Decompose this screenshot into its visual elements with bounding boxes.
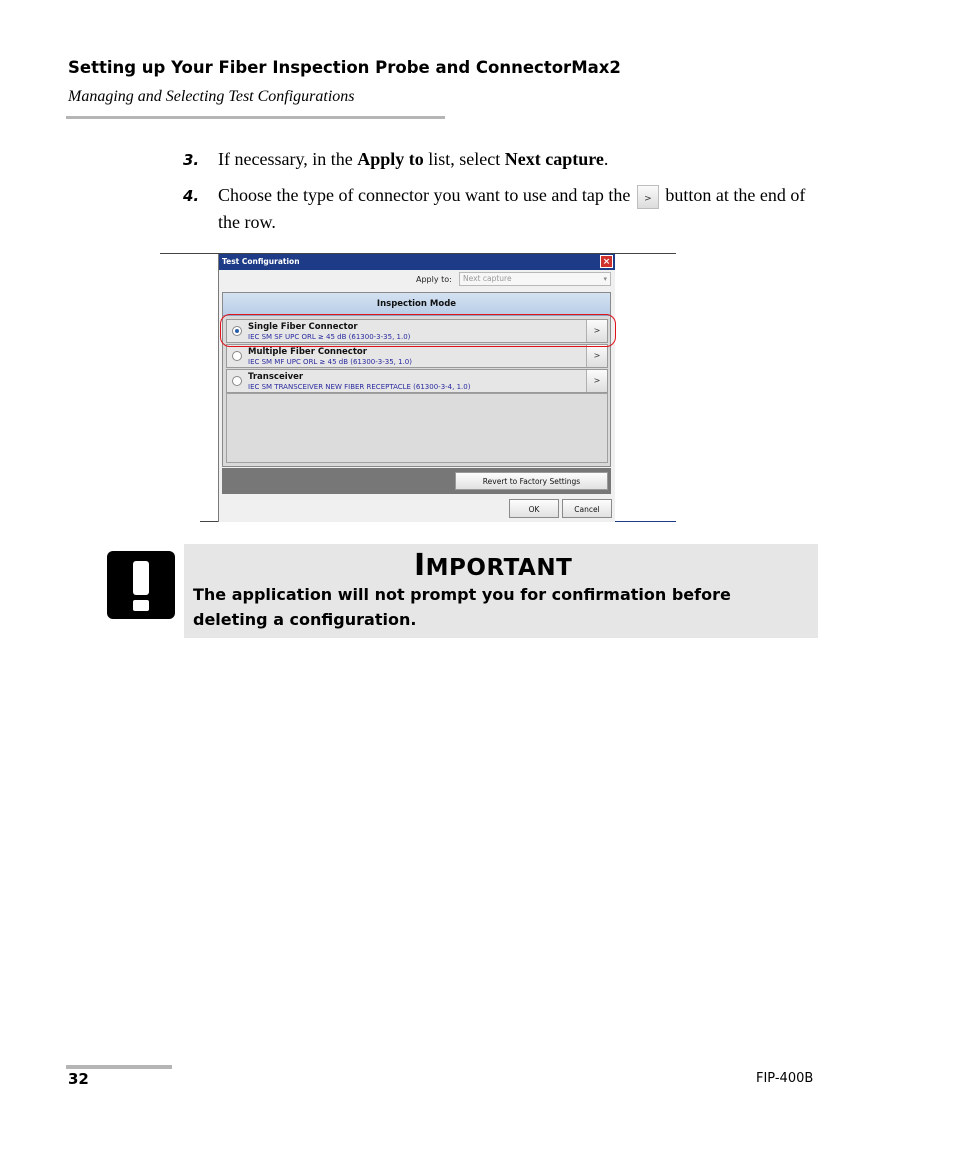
exclamation-icon [107, 551, 175, 619]
inspection-mode-header: Inspection Mode [223, 293, 610, 316]
cancel-button[interactable]: Cancel [562, 499, 612, 518]
apply-to-select[interactable] [459, 272, 611, 286]
dialog-title: Test Configuration [222, 257, 300, 266]
important-heading [414, 548, 572, 583]
step-text: If necessary, in the [218, 149, 358, 169]
ok-button[interactable]: OK [509, 499, 559, 518]
connector-name: Single Fiber Connector [248, 322, 358, 332]
dialog-footer-bar [222, 468, 611, 494]
step-bold-term: Next capture [504, 149, 604, 169]
test-configuration-dialog [218, 254, 615, 522]
product-name: FIP-400B [756, 1071, 814, 1086]
list-item[interactable] [226, 344, 608, 368]
screenshot-bottom-line [614, 521, 676, 522]
important-heading-rest: MPORTANT [425, 555, 573, 581]
dialog-titlebar [219, 254, 615, 270]
step-bold-term: Apply to [357, 149, 424, 169]
apply-to-value: Next capture [463, 274, 512, 283]
row-arrow-button[interactable]: > [586, 320, 607, 342]
important-text: The application will not prompt you for confirmation before deleting a configuration. [193, 585, 731, 629]
inline-arrow-button-icon: > [637, 185, 659, 209]
screenshot-bottom-line [200, 521, 218, 522]
row-arrow-button[interactable]: > [586, 345, 607, 367]
step-text: button at the end of the row. [218, 185, 806, 232]
connector-description: IEC SM MF UPC ORL ≥ 45 dB (61300-3-35, 1.0) [248, 358, 412, 366]
step-text: Choose the type of connector you want to use and tap the [218, 185, 631, 205]
apply-to-label: Apply to: [416, 275, 452, 284]
chevron-down-icon: ▾ [603, 275, 607, 283]
close-button[interactable]: × [600, 255, 613, 268]
step-number: 4. [183, 187, 200, 205]
highlight-ellipse [220, 314, 616, 347]
connector-description: IEC SM TRANSCEIVER NEW FIBER RECEPTACLE (61300-3-4, 1.0) [248, 383, 471, 391]
connector-description: IEC SM SF UPC ORL ≥ 45 dB (61300-3-35, 1.0) [248, 333, 411, 341]
list-item[interactable] [226, 369, 608, 393]
page-number: 32 [68, 1070, 89, 1088]
empty-list-area [226, 393, 608, 463]
important-heading-initial: I [414, 548, 426, 583]
step-text: . [603, 149, 609, 169]
step-text: list, select [423, 149, 505, 169]
connector-name: Transceiver [248, 372, 304, 382]
step-number: 3. [183, 151, 200, 169]
header-rule [66, 116, 445, 119]
revert-factory-settings-button[interactable]: Revert to Factory Settings [455, 472, 608, 490]
connector-name: Multiple Fiber Connector [248, 347, 367, 357]
step-3-text [218, 146, 818, 172]
important-notice [184, 544, 818, 638]
step-4-text [218, 182, 828, 235]
row-arrow-button[interactable]: > [586, 370, 607, 392]
section-subtitle: Managing and Selecting Test Configurations [68, 88, 355, 105]
radio-multiple-fiber[interactable] [232, 351, 242, 361]
chapter-title: Setting up Your Fiber Inspection Probe and ConnectorMax2 [68, 58, 621, 77]
radio-transceiver[interactable] [232, 376, 242, 386]
footer-rule [66, 1065, 172, 1069]
